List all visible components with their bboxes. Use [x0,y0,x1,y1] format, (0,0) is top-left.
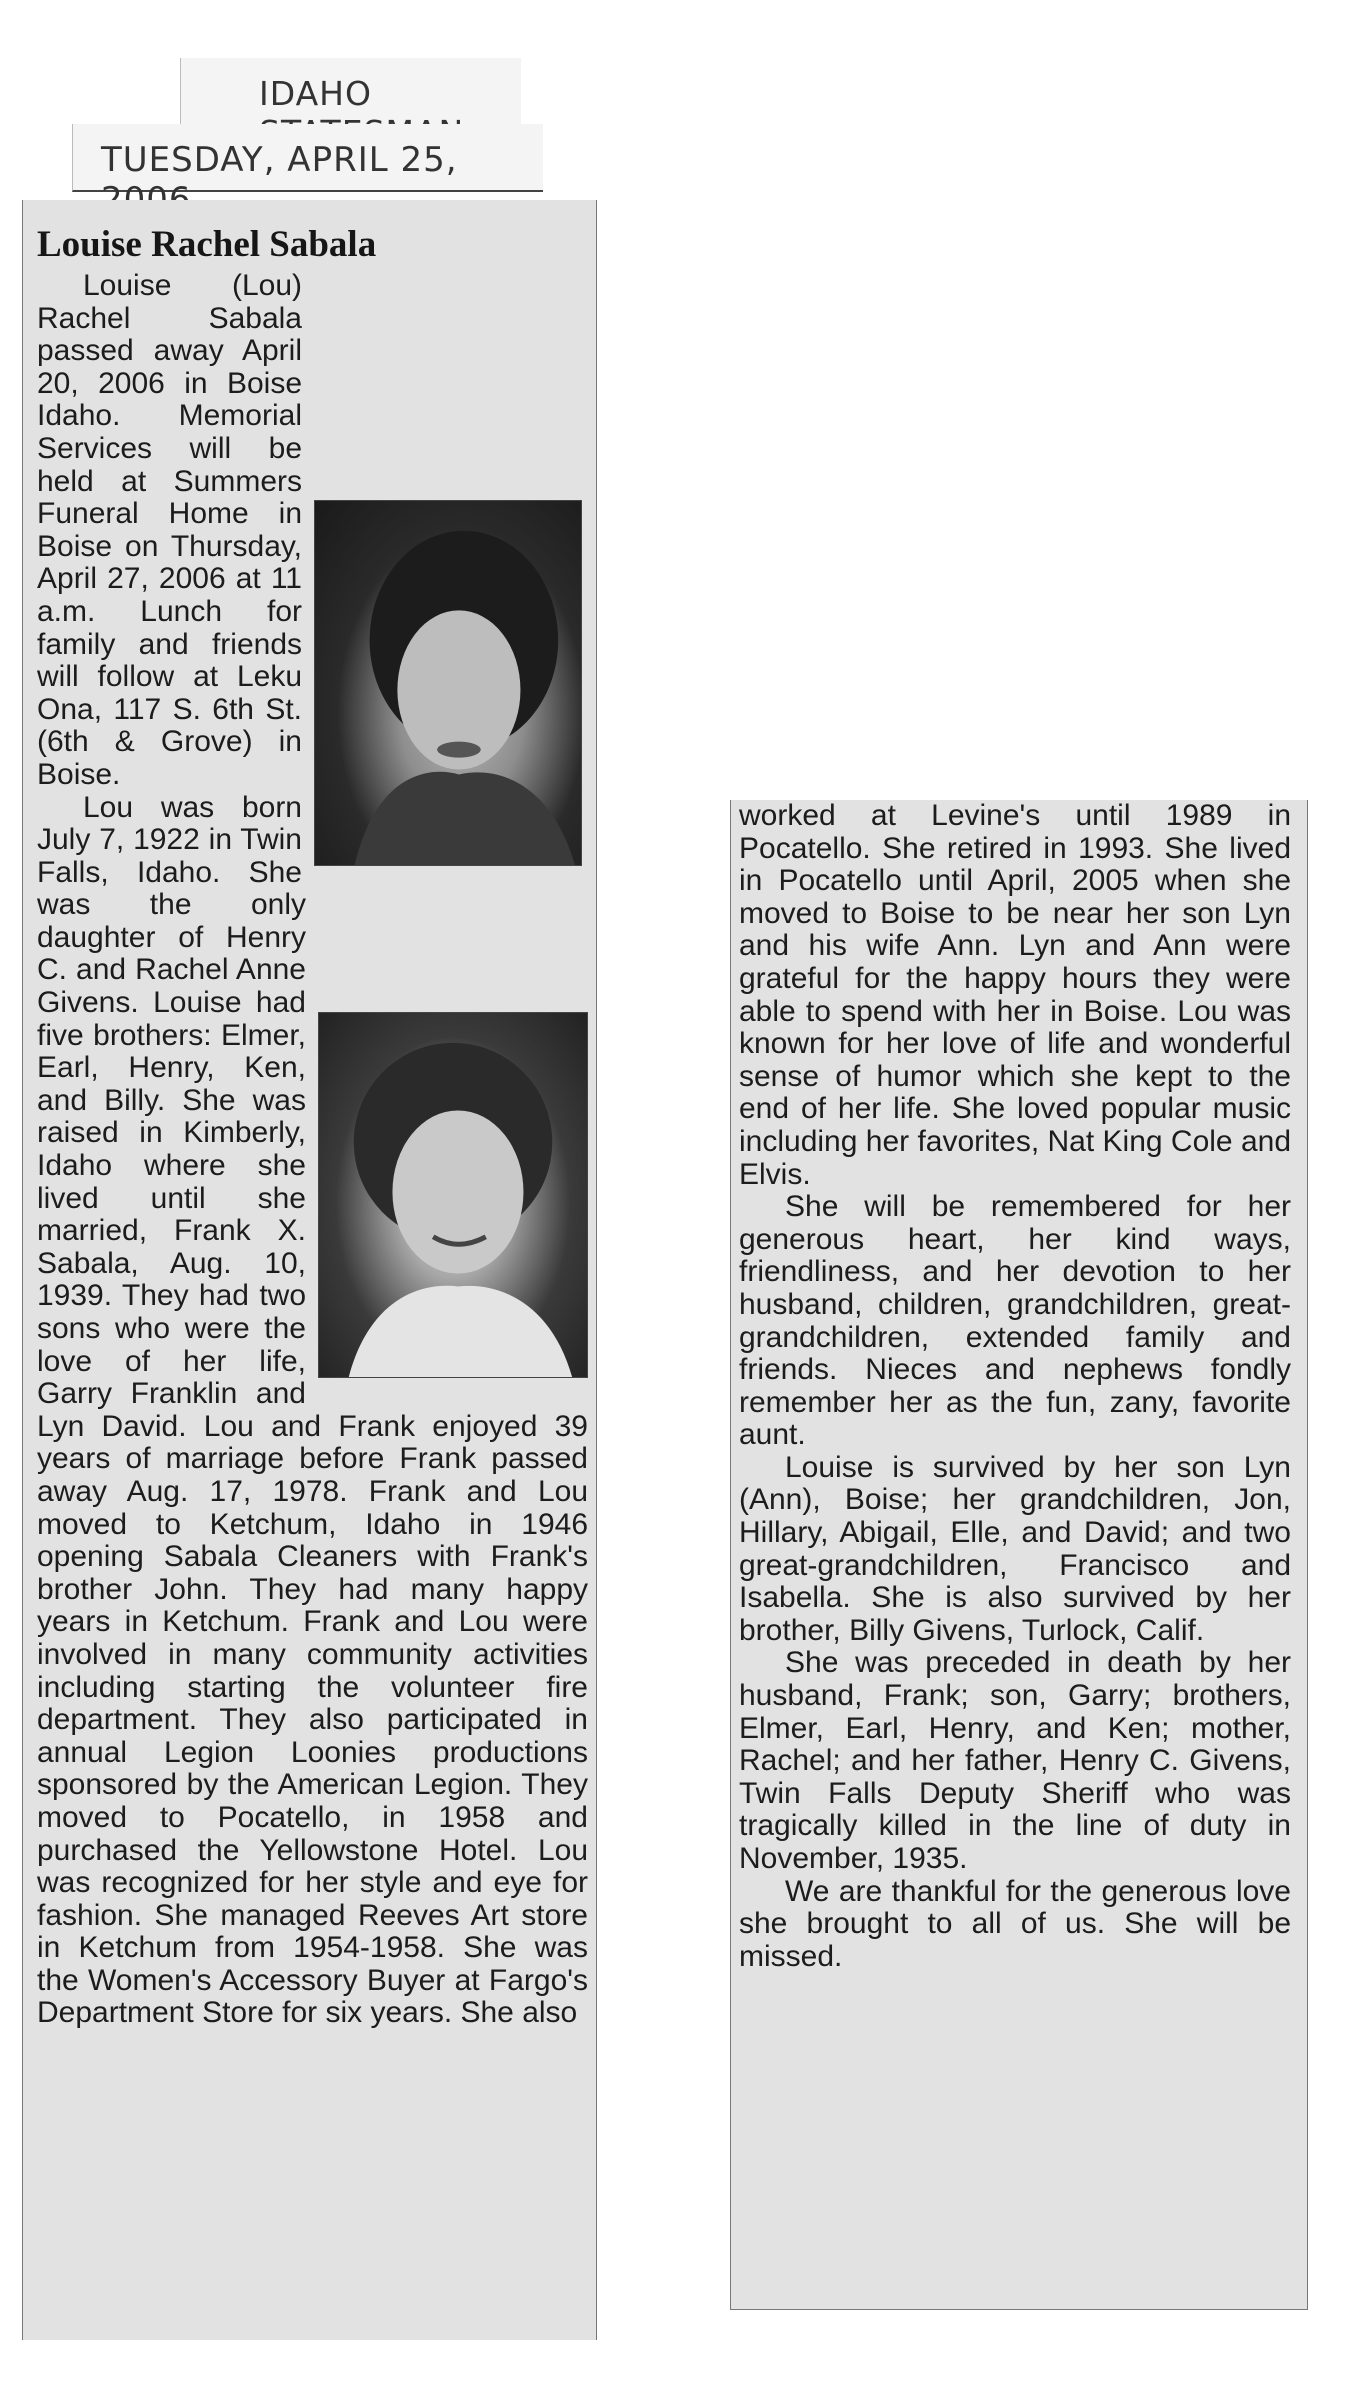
portrait-photo-young [314,500,582,866]
paper-name-strip [180,58,521,124]
portrait-older-icon [319,1013,587,1377]
portrait-photo-older [318,1012,588,1378]
paragraph-2: Lou was born July 7, 1922 in Twin Falls, Idaho. She was the only daughter of Henry C. and Rachel Anne Givens. Louise had five brothers: Elmer, Earl, Henry, Ken, and Billy. She was raised in Kimberly, Idaho where she lived until she married, Frank X. Sabala, Aug. 10, 1939. They had two sons who were the love of her life, Garry Franklin and Lyn David. Lou and Frank enjoyed 39 years of marriage before Frank passed away Aug. 17, 1978. Frank and Lou moved to Ketchum, Idaho in 1946 opening Sabala Cleaners with Frank's brother John. They had many happy years in Ketchum. Frank and Lou were involved in many community activities including starting the volunteer fire department. They also participated in annual Legion Loonies productions sponsored by the American Legion. They moved to Pocatello, in 1958 and purchased the Yellowstone Hotel. Lou was recognized for her style and eye for fashion. She managed Reeves Art store in Ketchum from 1954-1958. She was the Women's Accessory Buyer at Fargo's Department Store for six years. She also [37,790,588,2030]
obituary-left-column [22,200,597,2340]
newspaper-header-clip [72,58,542,198]
paragraph-5: Louise is survived by her son Lyn (Ann), Boise; her grandchildren, Jon, Hillary, Abigail, Elle, and David; and two great-grandchildren, Francisco and Isabella. She is also survived by her brother, Billy Givens, Turlock, Calif. [739,1450,1291,1647]
paragraph-6: She was preceded in death by her husband, Frank; son, Garry; brothers, Elmer, Earl, Henry, and Ken; mother, Rachel; and her father, Henry C. Givens, Twin Falls Deputy Sheriff who was tragically killed in the line of duty in November, 1935. [739,1646,1291,1875]
paper-name: IDAHO [259,74,372,113]
date-strip [72,124,543,192]
publication-date: TUESDAY, APRIL 25, [101,140,458,180]
paragraph-3: worked at Levine's until 1989 in Pocatello. She retired in 1993. She lived in Pocatello until April, 2005 when she moved to Boise to be near her son Lyn and his wife Ann. Lyn and Ann were grateful for the happy hours they were able to spend with her in Boise. Lou was known for her love of life and wonderful sense of humor which she kept to the end of her life. She loved popular music including her favorites, Nat King Cole and Elvis. [739,799,1291,1191]
obituary-title: Louise Rachel Sabala [37,224,377,265]
paragraph-1: Louise (Lou) Rachel Sabala passed away April 20, 2006 in Boise Idaho. Memorial Services will be held at Summers Funeral Home in Boise on Thursday, April 27, 2006 at 11 a.m. Lunch for family and friends will follow at Leku Ona, 117 S. 6th St. (6th & Grove) in Boise. [37,270,588,792]
paragraph-7: We are thankful for the generous love she brought to all of us. She will be missed. [739,1874,1291,1973]
portrait-young-icon [315,501,581,865]
obituary-right-column [730,800,1308,2310]
paragraph-4: She will be remembered for her generous heart, her kind ways, friendliness, and her devotion to her husband, children, grandchildren, great-grandchildren, extended family and friends. Nieces and nephews fondly remember her as the fun, zany, favorite aunt. [739,1190,1291,1452]
